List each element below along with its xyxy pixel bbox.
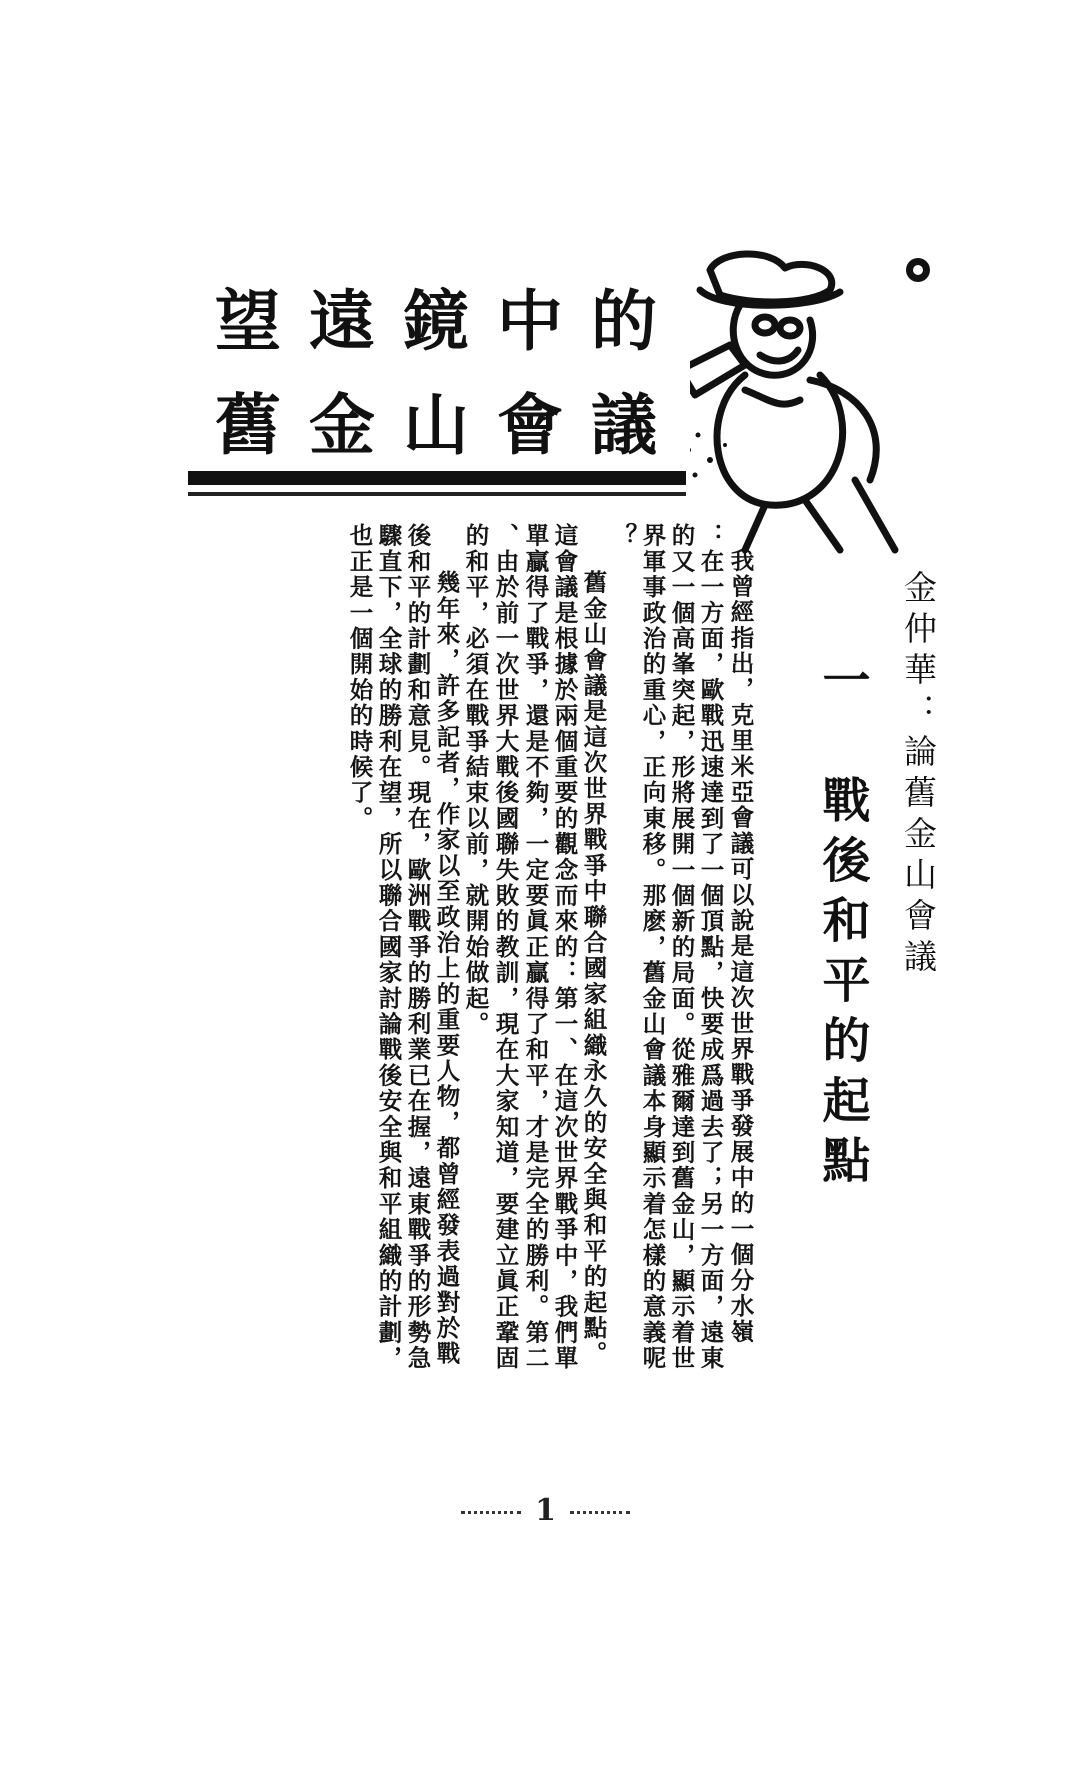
text-column-10: 的和平，必須在戰爭結束以前，就開始做起。 — [461, 523, 490, 1037]
page-number — [0, 1493, 1091, 1528]
text-column-14: 也正是一個開始的時候了。 — [345, 523, 374, 832]
title-line-2: 舊金山會議 — [215, 387, 685, 464]
page-number-value: 1 — [535, 1493, 556, 1528]
text-column-5: ？ — [609, 523, 638, 549]
text-column-8: 單贏得了戰爭，還是不夠，一定要眞正贏得了和平，才是完全的勝利。第二 — [521, 523, 550, 1372]
author-line: 金仲華：論舊金山會議 — [899, 570, 938, 980]
telescope-cartoon-illustration — [690, 250, 960, 560]
text-column-6: 舊金山會議是這次世界戰爭中聯合國家組織永久的安全與和平的起點。 — [579, 570, 608, 1367]
page-number-left-ornament — [461, 1511, 521, 1514]
title-rule-thick — [188, 471, 686, 485]
text-column-11: 幾年來，許多記者，作家以至政治上的重要人物，都曾經發表過對於戰 — [432, 570, 461, 1367]
text-column-2: ：在一方面，歐戰迅速達到了一個頂點，快要成爲過去了；另一方面，遠東 — [696, 523, 725, 1372]
text-column-7: 這會議是根據於兩個重要的觀念而來的：第一、在這次世界戰爭中，我們單 — [550, 523, 579, 1372]
title-line-1: 望遠鏡中的 — [215, 283, 685, 360]
text-column-12: 後和平的計劃和意見。現在，歐洲戰爭的勝利業已在握，遠東戰爭的形勢急 — [403, 523, 432, 1372]
text-column-1: 我曾經指出，克里米亞會議可以說是這次世界戰爭發展中的一個分水嶺 — [726, 548, 755, 1345]
text-column-9: 、由於前一次世界大戰後國聯失敗的教訓，現在大家知道，要建立眞正鞏固 — [491, 523, 520, 1372]
section-heading: 一 戰後和平的起點 — [814, 655, 870, 1195]
title-rule-thin — [188, 492, 686, 496]
page-number-right-ornament — [570, 1511, 630, 1514]
text-column-13: 驟直下，全球的勝利在望，所以聯合國家討論戰後安全與和平組織的計劃， — [374, 523, 403, 1372]
text-column-4: 界軍事政治的重心，正向東移。那麽，舊金山會議本身顯示着怎樣的意義呢 — [638, 523, 667, 1372]
text-column-3: 的又一個高峯突起，形將展開一個新的局面。從雅爾達到舊金山，顯示着世 — [667, 523, 696, 1372]
